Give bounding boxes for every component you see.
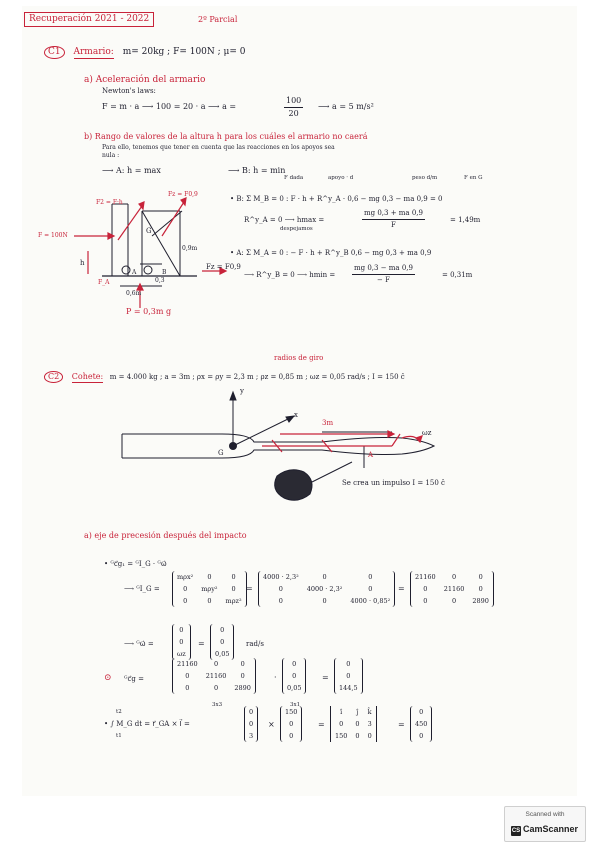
det-cell-0-0: î: [340, 708, 343, 716]
m4-cell-1-0: 0: [185, 672, 190, 680]
accel-fraction: $\frac{100}{20}$: [286, 96, 302, 118]
v2-cell-1-0: 0: [289, 720, 294, 728]
omega-z-label: ωz: [422, 429, 432, 437]
point-b-label: B: [162, 269, 167, 276]
m3-cell-2-0: 0: [423, 597, 428, 605]
point-a2-label: A: [368, 451, 374, 459]
cgres-cell-2-0: 144,5: [339, 684, 358, 692]
axis-y-label: y: [240, 387, 244, 395]
rad-unit: rad/s: [246, 640, 264, 648]
m2-cell-2-0: 0: [278, 597, 283, 605]
dist-06-label: 0,6m: [126, 290, 142, 297]
v2-cell-0-0: 150: [285, 708, 298, 716]
m4-cell-0-0: 21160: [177, 660, 198, 668]
equals-5: =: [318, 720, 325, 729]
scanned-page: [22, 6, 577, 796]
point-g-label: G: [218, 449, 224, 457]
accel-equation: F = m · a ⟶ 100 = 20 · a ⟶ a =: [102, 102, 237, 111]
det-cell-1-2: 3: [367, 720, 372, 728]
m4-cell-0-1: 0: [213, 660, 219, 668]
part-a-label: a) Aceleración del armario: [84, 75, 206, 85]
label-apoyo: apoyo · d: [328, 175, 354, 181]
v2-cell-2-0: 0: [289, 732, 294, 740]
m1-cell-1-1: mρy²: [201, 585, 218, 593]
v1-cell-2-0: 3: [249, 732, 254, 740]
height-h-label: h: [80, 259, 85, 267]
dim-3x1: 3x1: [290, 702, 301, 708]
m1-cell-0-1: 0: [207, 573, 212, 581]
m1-cell-1-2: 0: [231, 585, 236, 593]
equals-4: =: [322, 673, 329, 682]
cross-determinant: [330, 706, 377, 742]
m3-cell-0-0: 21160: [415, 573, 436, 581]
moment-eq-a: • A: Σ M_A = 0 : − F · h + R^y_B 0,6 − mg 0,3 + ma 0,9: [230, 249, 432, 257]
hmin-result: = 0,31m: [442, 271, 473, 279]
vres-cell-2-0: 0: [419, 732, 424, 740]
m2-cell-1-1: 4000 · 2,3²: [306, 585, 343, 593]
equals-1: =: [246, 584, 253, 593]
equals-2: =: [398, 584, 405, 593]
m2-cell-2-1: 0: [322, 597, 327, 605]
label-f-dada: F dada: [284, 175, 304, 181]
omega-vector-symbolic: [172, 624, 191, 660]
omega-vector-values: [210, 624, 234, 660]
problem-1-number: C1: [44, 46, 65, 59]
circled-dot: ⊙: [104, 673, 112, 683]
m2-cell-0-1: 0: [322, 573, 327, 581]
omega-label: ⟶ ᴳω⃗ =: [124, 640, 154, 648]
force-fz2-label: Fz = F0,9: [206, 263, 241, 271]
label-fen-g: F en G: [464, 175, 483, 181]
problem-1-title: C1 Armario: m= 20kg ; F= 100N ; μ= 0: [44, 46, 246, 59]
exam-title: Recuperación 2021 - 2022: [24, 12, 154, 27]
newton-law-label: Newton's laws:: [102, 87, 156, 95]
hmin-eq: ⟶ R^y_B = 0 ⟶ hmin =: [244, 271, 336, 279]
det-cell-2-0: 150: [335, 732, 348, 740]
vres-cell-0-0: 0: [419, 708, 424, 716]
accel-result: ⟶ a = 5 m/s²: [318, 102, 374, 111]
integral-upper: t2: [116, 709, 122, 715]
m2-cell-0-0: 4000 · 2,3²: [263, 573, 299, 581]
part-2a-label: a) eje de precesión después del impacto: [84, 531, 247, 540]
inertia-matrix-symbolic: [172, 571, 247, 607]
case-a-label: ⟶ A: h = max: [102, 166, 161, 175]
inertia-matrix-values: [258, 571, 395, 607]
axis-x-label: x: [294, 411, 298, 419]
cgres-cell-1-0: 0: [346, 672, 351, 680]
det-cell-0-1: ĵ: [356, 708, 359, 716]
m1-cell-2-2: mρz²: [225, 597, 242, 605]
w2-cell-2-0: 0,05: [215, 650, 230, 658]
cg-result-vector: [334, 658, 363, 694]
m1-cell-1-0: 0: [183, 585, 188, 593]
cg-inertia-matrix: [172, 658, 256, 694]
m3-cell-1-1: 21160: [443, 585, 465, 593]
m4-cell-2-1: 0: [213, 684, 219, 692]
part-b-label: b) Rango de valores de la altura h para los cuáles el armario no caerá: [84, 132, 368, 141]
badge-line-2: CS CamScanner: [511, 824, 579, 834]
m3-cell-0-2: 0: [478, 573, 483, 581]
w3-cell-0-0: 0: [292, 660, 297, 668]
radios-giro-label: radios de giro: [274, 354, 324, 362]
point-a-label: A: [132, 269, 137, 276]
m1-cell-0-2: 0: [231, 573, 236, 581]
m1-cell-2-0: 0: [183, 597, 188, 605]
w3-cell-1-0: 0: [292, 672, 297, 680]
exam-subtitle: 2º Parcial: [198, 15, 238, 24]
hmax-fraction: $\frac{mg 0,3 + ma 0,9}{F}$: [364, 209, 423, 229]
angular-momentum-eq: • ᴳc⃗g₁ = ᴳI_G · ᴳω⃗: [104, 560, 167, 568]
m2-cell-1-0: 0: [278, 585, 283, 593]
hmax-eq: R^y_A = 0 ⟶ hmax =: [244, 216, 325, 224]
problem-2-number: C2: [44, 371, 63, 383]
m4-cell-2-2: 2890: [234, 684, 251, 692]
w2-cell-0-0: 0: [220, 626, 225, 634]
integral-lower: t1: [116, 733, 122, 739]
rocket-figure: [22, 6, 577, 526]
dim-3x3: 3x3: [212, 702, 223, 708]
det-cell-2-2: 0: [367, 732, 372, 740]
vres-cell-1-0: 450: [415, 720, 428, 728]
impulse-label: Se crea un impulso I = 150 ĉ: [342, 479, 445, 487]
m1-cell-0-0: mρx²: [177, 573, 194, 581]
m3-cell-1-2: 0: [478, 585, 483, 593]
det-cell-1-0: 0: [339, 720, 344, 728]
part-b-description-2: nula :: [102, 152, 120, 159]
center-g-label: G: [146, 227, 152, 235]
impulse-vector: [280, 706, 302, 742]
dist-03-label: 0,3: [155, 277, 165, 284]
v1-cell-0-0: 0: [249, 708, 254, 716]
weight-p-label: P = 0,3m g: [126, 307, 172, 316]
equals-6: =: [398, 720, 405, 729]
m3-cell-2-1: 0: [451, 597, 457, 605]
m4-cell-1-1: 21160: [205, 672, 227, 680]
w1-cell-0-0: 0: [179, 626, 184, 634]
inertia-label: ⟶ ᴳI_G =: [124, 585, 160, 593]
cgres-cell-0-0: 0: [346, 660, 351, 668]
case-b-label: ⟶ B: h = min: [228, 166, 286, 175]
w1-cell-2-0: ωz: [177, 650, 186, 658]
w2-cell-1-0: 0: [220, 638, 225, 646]
m2-cell-2-2: 4000 · 0,85²: [350, 597, 391, 605]
times-1: ·: [274, 673, 277, 682]
hmax-result: = 1,49m: [450, 216, 481, 224]
m3-cell-2-2: 2890: [472, 597, 489, 605]
camscanner-logo-icon: CS: [511, 828, 521, 834]
equals-3: =: [198, 639, 205, 648]
dist-09-label: 0,9m: [182, 245, 198, 252]
impulse-moment-eq: • ∫ M_G dt = r⃗_GA × I⃗ =: [104, 720, 190, 728]
m2-cell-1-2: 0: [368, 585, 373, 593]
w3-cell-2-0: 0,05: [287, 684, 302, 692]
force-fz-label: Fz = F0,9: [168, 191, 198, 198]
m2-cell-0-2: 0: [368, 573, 373, 581]
dist-3m-label: 3m: [322, 419, 334, 427]
hmin-fraction: $\frac{mg 0,3 - ma 0,9}{- F}$: [354, 264, 413, 284]
part-b-description-1: Para ello, tenemos que tener en cuenta que las reacciones en los apoyos sea: [102, 144, 335, 151]
v1-cell-1-0: 0: [249, 720, 254, 728]
badge-line-1: Scanned with: [525, 811, 565, 818]
cg-label: ᴳc⃗g =: [124, 675, 144, 683]
problem-2-title: C2 Cohete: m = 4.000 kg ; a = 3m ; ρx = ρy = 2,3 m ; ρz = 0,85 m ; ωz = 0,05 rad/s ; I = 150 ĉ: [44, 371, 405, 383]
m3-cell-1-0: 0: [423, 585, 428, 593]
det-cell-1-1: 0: [355, 720, 360, 728]
r-ga-vector: [244, 706, 258, 742]
det-cell-0-2: k̂: [367, 708, 372, 716]
m3-cell-0-1: 0: [451, 573, 457, 581]
camscanner-badge: [504, 806, 586, 842]
force-f2-label: F2 = F·h: [96, 199, 123, 206]
det-cell-2-1: 0: [355, 732, 360, 740]
cross-result-vector: [410, 706, 432, 742]
moment-eq-b: • B: Σ M_B = 0 : F · h + R^y_A · 0,6 − mg 0,3 − ma 0,9 = 0: [230, 195, 443, 203]
reaction-fa-label: F_A: [98, 279, 110, 286]
w1-cell-1-0: 0: [179, 638, 184, 646]
m1-cell-2-1: 0: [207, 597, 212, 605]
force-f-label: F = 100N: [38, 232, 68, 239]
label-peso: peso d/m: [412, 175, 438, 181]
cross-symbol: ×: [268, 720, 275, 729]
m4-cell-2-0: 0: [185, 684, 190, 692]
cg-omega-vector: [282, 658, 306, 694]
hmax-despejamos: despejamos: [280, 226, 313, 232]
inertia-matrix-result: [410, 571, 494, 607]
m4-cell-1-2: 0: [240, 672, 245, 680]
m4-cell-0-2: 0: [240, 660, 245, 668]
